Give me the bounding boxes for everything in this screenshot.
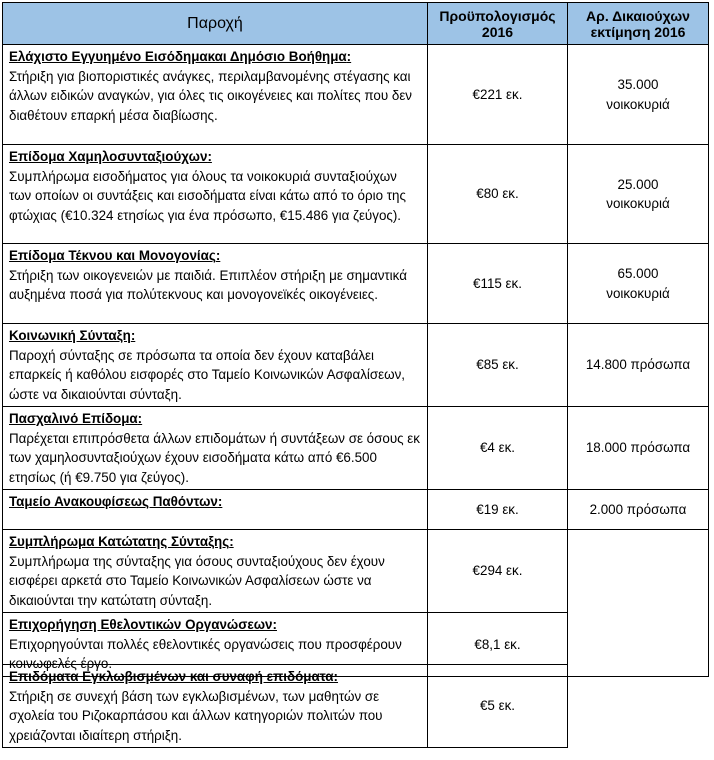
beneficiaries-line2: νοικοκυριά xyxy=(606,96,670,112)
beneficiaries-line1: 14.800 πρόσωπα xyxy=(585,357,691,373)
table-row xyxy=(3,665,568,748)
beneficiaries-cell xyxy=(568,324,709,407)
beneficiaries-line1: 25.000 xyxy=(617,176,659,192)
beneficiaries-cell xyxy=(568,145,709,244)
benefits-table xyxy=(2,2,709,677)
table-row xyxy=(3,244,709,324)
benefit-cell: Πασχαλινό Επίδομα: Παρέχεται επιπρόσθετα άλλων επιδομάτων ή συντάξεων σε όσους εκ των χαμηλοσυνταξιούχων έχουν εισοδήματα κάτω από €6.500 ετησίως (ή €9.750 για ζεύγος). xyxy=(3,407,428,490)
header-budget-line2: 2016 xyxy=(481,23,514,40)
benefit-cell: Κοινωνική Σύνταξη: Παροχή σύνταξης σε πρόσωπα τα οποία δεν έχουν καταβάλει επαρκείς ή καθόλου εισφορές στο Ταμείο Κοινωνικών Ασφαλίσεων, ώστε να δικαιούνται σύνταξη. xyxy=(3,324,428,407)
benefit-cell: Συμπλήρωμα Κατώτατης Σύνταξης: Συμπλήρωμα της σύνταξης για όσους συνταξιούχους δεν έχουν εισφέρει αρκετά στο Ταμείο Κοινωνικών Ασφαλίσεων ώστε να δικαιούνται την κατώτατη σύνταξη. xyxy=(3,530,428,613)
benefit-title: Επιδόματα Εγκλωβισμένων και συναφή επιδόματα xyxy=(9,669,334,684)
benefit-cell: Επιχορήγηση Εθελοντικών Οργανώσεων: Επιχορηγούνται πολλές εθελοντικές οργανώσεις που προσφέρουν κοινωφελές έργο. xyxy=(3,613,428,677)
beneficiaries-cell xyxy=(568,407,709,490)
benefit-title: Συμπλήρωμα Κατώτατης Σύνταξης xyxy=(9,534,230,549)
beneficiaries-cell xyxy=(568,244,709,324)
benefit-description: Παροχή σύνταξης σε πρόσωπα τα οποία δεν έχουν καταβάλει επαρκείς ή καθόλου εισφορές στο Ταμείο Κοινωνικών Ασφαλίσεων, ώστε να δικαιούνται σύνταξη. xyxy=(9,347,405,402)
budget-cell: €4 εκ. xyxy=(428,407,568,490)
benefit-description: Στήριξη για βιοποριστικές ανάγκες, περιλαμβανομένης στέγασης και άλλων ειδικών αναγκών, για όλες τις οικογένειες και πολίτες που δεν διαθέτουν επαρκή μέσα διαβίωσης. xyxy=(9,68,412,123)
benefit-cell: Ελάχιστο Εγγυημένο Εισόδημακαι Δημόσιο Βοήθημα: Στήριξη για βιοποριστικές ανάγκες, περιλαμβανομένης στέγασης και άλλων ειδικών αναγκών, για όλες τις οικογένειες και πολίτες που δεν διαθέτουν επαρκή μέσα διαβίωσης. xyxy=(3,45,428,145)
table-row xyxy=(3,145,709,244)
header-beneficiaries-line2: εκτίμηση 2016 xyxy=(590,23,686,40)
benefit-title: Πασχαλινό Επίδομα xyxy=(9,411,138,426)
budget-cell: €294 εκ. xyxy=(428,530,568,613)
benefit-description: Επιχορηγούνται πολλές εθελοντικές οργανώσεις που προσφέρουν κοινωφελές έργο. xyxy=(9,636,402,671)
benefit-cell: Ταμείο Ανακουφίσεως Παθόντων: xyxy=(3,490,428,530)
table-row xyxy=(3,45,709,145)
benefit-title: Κοινωνική Σύνταξη xyxy=(9,328,131,343)
beneficiaries-line1: 65.000 xyxy=(617,266,659,281)
benefit-cell: Επίδομα Χαμηλοσυνταξιούχων: Συμπλήρωμα εισοδήματος για όλους τα νοικοκυριά συνταξιούχων των οποίων οι συντάξεις και εισοδήματα είναι κάτω από το όριο της φτώχιας (€10.324 ετησίως για ένα πρόσωπο, €15.486 για ζεύγος). xyxy=(3,145,428,244)
benefit-description: Στήριξη των οικογενειών με παιδιά. Επιπλέον στήριξη με σημαντικά αυξημένα ποσά για πολύτεκνους και μονογονεϊκές οικογένειες. xyxy=(9,267,407,302)
benefit-description: Συμπλήρωμα της σύνταξης για όσους συνταξιούχους δεν έχουν εισφέρει αρκετά στο Ταμείο Κοινωνικών Ασφαλίσεων ώστε να δικαιούνται την κατώτατη σύνταξη. xyxy=(9,553,385,608)
header-budget-line1: Προϋπολογισμός xyxy=(439,7,556,24)
beneficiaries-line1: 18.000 πρόσωπα xyxy=(585,440,691,456)
beneficiaries-cell-empty xyxy=(568,530,709,677)
benefit-title: Ελάχιστο Εγγυημένο Εισόδημακαι Δημόσιο Βοήθημα xyxy=(9,49,347,64)
table-row xyxy=(3,490,709,530)
header-beneficiaries-line1: Αρ. Δικαιούχων xyxy=(586,7,690,24)
table-row xyxy=(3,530,709,613)
budget-cell: €80 εκ. xyxy=(428,145,568,244)
header-benefit: Παροχή xyxy=(3,3,428,45)
beneficiaries-line2: νοικοκυριά xyxy=(606,285,670,301)
benefit-description: Στήριξη σε συνεχή βάση των εγκλωβισμένων, των μαθητών σε σχολεία του Ριζοκαρπάσου και άλλων κατηγοριών πολιτών που χρειάζονται ιδιαίτερη στήριξη. xyxy=(9,688,383,743)
budget-cell: €8,1 εκ. xyxy=(428,613,568,677)
beneficiaries-line1: 2.000 πρόσωπα xyxy=(589,501,687,517)
beneficiaries-cell xyxy=(568,490,709,530)
benefit-title: Επίδομα Χαμηλοσυνταξιούχων xyxy=(9,149,208,164)
beneficiaries-line1: 35.000 xyxy=(617,77,659,92)
benefit-title: Επίδομα Τέκνου και Μονογονίας xyxy=(9,248,216,263)
budget-cell: €5 εκ. xyxy=(428,665,568,748)
beneficiaries-cell xyxy=(568,45,709,145)
budget-cell: €19 εκ. xyxy=(428,490,568,530)
table-row xyxy=(3,324,709,407)
header-budget xyxy=(428,3,568,45)
benefit-description: Συμπλήρωμα εισοδήματος για όλους τα νοικοκυριά συνταξιούχων των οποίων οι συντάξεις και εισοδήματα είναι κάτω από το όριο της φτώχιας (€10.324 ετησίως για ένα πρόσωπο, €15.486 για ζεύγος). xyxy=(9,168,406,223)
benefit-cell: Επιδόματα Εγκλωβισμένων και συναφή επιδόματα: Στήριξη σε συνεχή βάση των εγκλωβισμένων, των μαθητών σε σχολεία του Ριζοκαρπάσου και άλλων κατηγοριών πολιτών που χρειάζονται ιδιαίτερη στήριξη. xyxy=(3,665,428,748)
budget-cell: €85 εκ. xyxy=(428,324,568,407)
benefit-cell: Επίδομα Τέκνου και Μονογονίας: Στήριξη των οικογενειών με παιδιά. Επιπλέον στήριξη με σημαντικά αυξημένα ποσά για πολύτεκνους και μονογονεϊκές οικογένειες. xyxy=(3,244,428,324)
benefits-table-continued xyxy=(2,664,568,748)
budget-cell: €221 εκ. xyxy=(428,45,568,145)
benefit-title: Επιχορήγηση Εθελοντικών Οργανώσεων xyxy=(9,617,273,632)
header-row xyxy=(3,3,709,45)
benefit-description: Παρέχεται επιπρόσθετα άλλων επιδομάτων ή συντάξεων σε όσους εκ των χαμηλοσυνταξιούχων έχουν εισοδήματα κάτω από €6.500 ετησίως (ή €9.750 για ζεύγος). xyxy=(9,430,420,485)
table-row xyxy=(3,407,709,490)
beneficiaries-line2: νοικοκυριά xyxy=(606,196,670,211)
benefit-title: Ταμείο Ανακουφίσεως Παθόντων xyxy=(9,494,218,509)
budget-cell: €115 εκ. xyxy=(428,244,568,324)
header-beneficiaries xyxy=(568,3,709,45)
